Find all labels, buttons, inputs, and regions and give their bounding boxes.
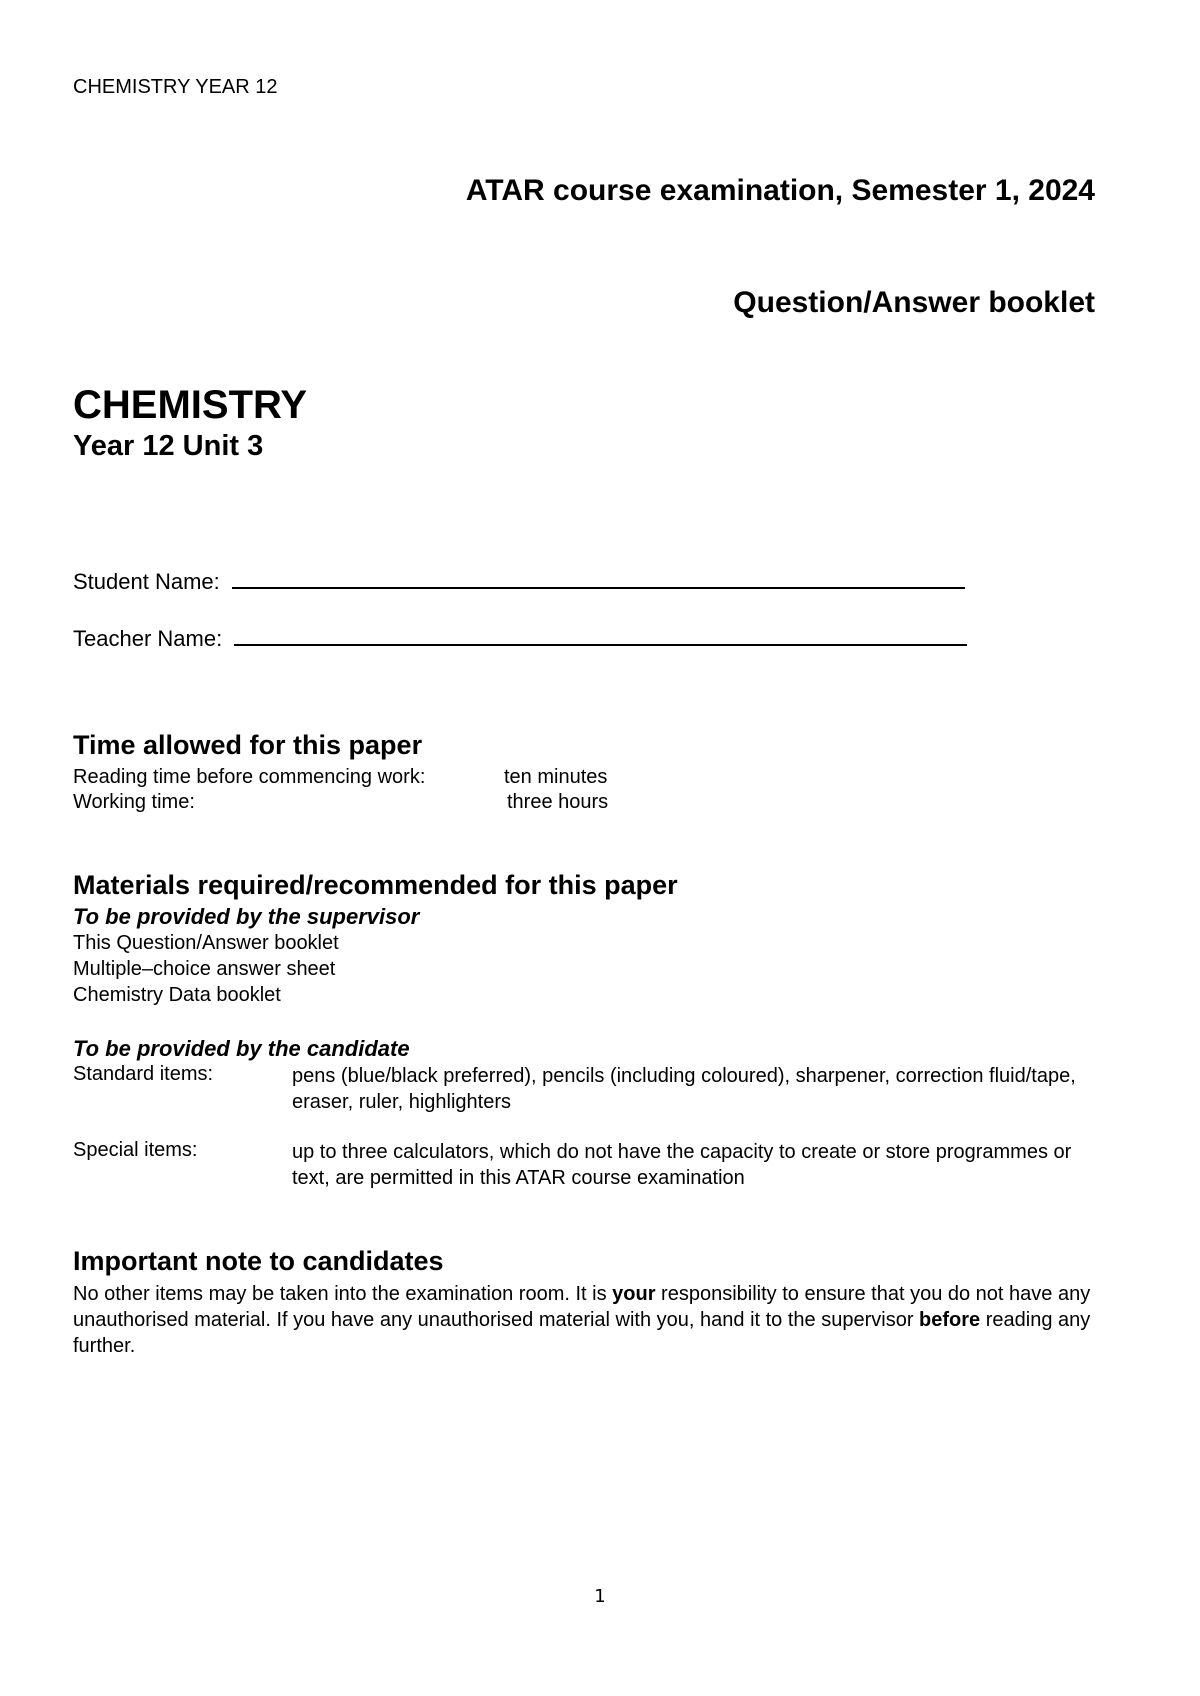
- note-text-part: reading any further.: [73, 1309, 1091, 1357]
- teacher-name-line[interactable]: [234, 624, 967, 646]
- note-text-part: No other items may be taken into the examination room. It is: [73, 1283, 613, 1305]
- materials-heading: Materials required/recommended for this paper: [73, 870, 678, 900]
- list-item: Chemistry Data booklet: [73, 984, 281, 1006]
- teacher-name-field: [73, 624, 967, 652]
- note-emphasis-your: your: [612, 1283, 656, 1305]
- standard-items-label: Standard items:: [73, 1063, 214, 1085]
- working-time-value: three hours: [507, 791, 609, 813]
- booklet-title: Question/Answer booklet: [733, 286, 1095, 319]
- standard-items-text: pens (blue/black preferred), pencils (including coloured), sharpener, correction fluid/tape, eraser, ruler, highlighters: [292, 1065, 1076, 1113]
- supervisor-items-list: [73, 930, 339, 1008]
- list-item: This Question/Answer booklet: [73, 932, 339, 954]
- reading-time-value: ten minutes: [504, 766, 608, 788]
- running-head: CHEMISTRY YEAR 12: [73, 76, 278, 98]
- note-emphasis-before: before: [919, 1309, 981, 1331]
- working-time-label: Working time:: [73, 791, 195, 813]
- reading-time-label: Reading time before commencing work:: [73, 766, 426, 788]
- note-heading: Important note to candidates: [73, 1246, 444, 1276]
- note-text-part: responsibility to ensure that you do not have any unauthorised material. If you have any unauthorised material with you, hand it to the supervisor: [73, 1283, 1091, 1331]
- unit-title: Year 12 Unit 3: [73, 430, 264, 462]
- supervisor-heading: To be provided by the supervisor: [73, 904, 420, 929]
- teacher-name-label: Teacher Name:: [73, 626, 223, 651]
- page-number: 1: [594, 1586, 606, 1607]
- special-items-label: Special items:: [73, 1139, 198, 1161]
- special-items-text: up to three calculators, which do not have the capacity to create or store programmes or text, are permitted in this ATAR course examination: [292, 1141, 1072, 1189]
- time-heading: Time allowed for this paper: [73, 730, 423, 760]
- list-item: Multiple–choice answer sheet: [73, 958, 336, 980]
- candidate-heading: To be provided by the candidate: [73, 1036, 410, 1061]
- student-name-label: Student Name:: [73, 569, 220, 594]
- exam-title: ATAR course examination, Semester 1, 2024: [465, 174, 1095, 207]
- student-name-line[interactable]: [232, 567, 965, 589]
- student-name-field: [73, 567, 965, 595]
- note-paragraph: [73, 1281, 1093, 1359]
- subject-title: CHEMISTRY: [73, 383, 308, 427]
